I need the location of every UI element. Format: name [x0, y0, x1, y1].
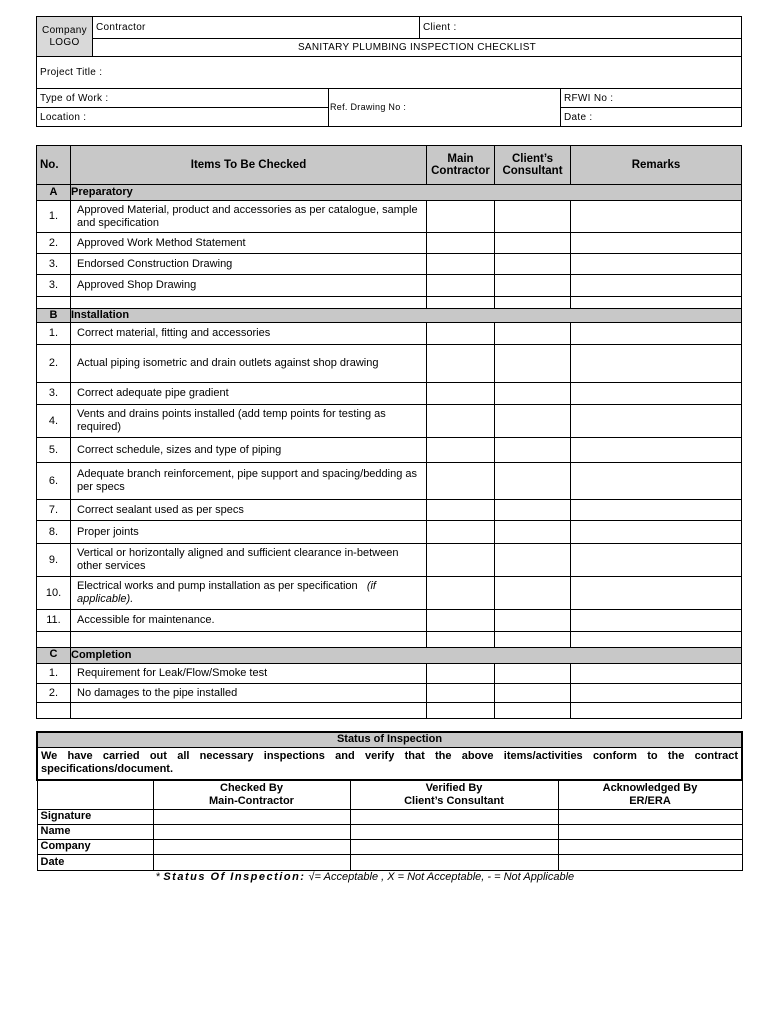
remarks-cell[interactable]	[571, 438, 742, 463]
rfwi-field[interactable]	[561, 89, 742, 108]
consultant-cell[interactable]	[495, 201, 571, 233]
status-of-inspection-table	[36, 731, 743, 871]
company-logo	[37, 17, 93, 57]
main-contractor-cell[interactable]	[427, 544, 495, 577]
item-number: 7.	[37, 500, 71, 521]
table-row	[37, 405, 742, 438]
item-text: Electrical works and pump installation as per specification	[77, 580, 358, 592]
consultant-cell[interactable]	[495, 345, 571, 383]
checklist-table	[36, 145, 742, 719]
item-number: 5.	[37, 438, 71, 463]
company-cell[interactable]	[153, 839, 350, 854]
col-consultant-header	[495, 146, 571, 185]
col-no-header: No.	[37, 146, 71, 185]
status-statement: We have carried out all necessary inspections and verify that the above items/activities conform to the contract specifications/document.	[37, 747, 742, 780]
name-cell[interactable]	[350, 824, 558, 839]
date-label: Date :	[564, 111, 593, 123]
table-row	[37, 323, 742, 345]
row-label: Name	[37, 824, 153, 839]
table-row	[37, 544, 742, 577]
contractor-label: Contractor	[96, 22, 146, 33]
item-number: 2.	[37, 684, 71, 703]
main-contractor-cell[interactable]	[427, 463, 495, 500]
item-text: Proper joints	[71, 521, 427, 544]
ref-drawing-field[interactable]	[329, 89, 561, 127]
table-row	[37, 500, 742, 521]
section-name: Installation	[71, 309, 742, 323]
section-header-c	[37, 648, 742, 664]
table-row	[37, 577, 742, 610]
item-number: 1.	[37, 201, 71, 233]
table-row	[37, 664, 742, 684]
item-text: Approved Work Method Statement	[71, 233, 427, 254]
legend-prefix: *	[156, 871, 164, 883]
item-text: Adequate branch reinforcement, pipe support and spacing/bedding as per specs	[71, 463, 427, 500]
consultant-cell[interactable]	[495, 323, 571, 345]
main-contractor-cell[interactable]	[427, 254, 495, 275]
item-text: Correct sealant used as per specs	[71, 500, 427, 521]
col-main-line-2: Contractor	[431, 165, 490, 177]
main-contractor-cell[interactable]	[427, 323, 495, 345]
remarks-cell[interactable]	[571, 610, 742, 632]
status-statement-row	[37, 747, 742, 780]
table-row	[37, 684, 742, 703]
main-contractor-cell[interactable]	[427, 610, 495, 632]
item-number: 3.	[37, 275, 71, 297]
table-row	[37, 383, 742, 405]
main-contractor-cell[interactable]	[427, 201, 495, 233]
consultant-cell[interactable]	[495, 684, 571, 703]
consultant-cell[interactable]	[495, 577, 571, 610]
type-of-work-label: Type of Work :	[40, 92, 109, 104]
client-field[interactable]	[420, 17, 742, 39]
item-number: 1.	[37, 323, 71, 345]
item-text: Approved Shop Drawing	[71, 275, 427, 297]
spacer-row	[37, 632, 742, 648]
item-text-with-note	[71, 577, 427, 610]
section-letter: B	[37, 309, 71, 323]
company-row	[37, 839, 742, 854]
consultant-cell[interactable]	[495, 463, 571, 500]
rfwi-label: RFWI No :	[564, 92, 614, 104]
legend-text: √= Acceptable , X = Not Acceptable, - = Not Applicable	[305, 871, 575, 883]
table-row	[37, 275, 742, 297]
spacer-row	[37, 703, 742, 719]
remarks-cell[interactable]	[571, 577, 742, 610]
section-name: Completion	[71, 648, 742, 664]
signature-cell[interactable]	[558, 809, 742, 824]
consultant-cell[interactable]	[495, 544, 571, 577]
item-number: 2.	[37, 233, 71, 254]
row-label: Company	[37, 839, 153, 854]
name-cell[interactable]	[558, 824, 742, 839]
main-contractor-cell[interactable]	[427, 438, 495, 463]
location-field[interactable]	[37, 108, 329, 127]
item-number: 4.	[37, 405, 71, 438]
item-text: Accessible for maintenance.	[71, 610, 427, 632]
project-title-label: Project Title :	[40, 67, 103, 78]
section-header-b	[37, 309, 742, 323]
name-cell[interactable]	[153, 824, 350, 839]
consultant-cell[interactable]	[495, 254, 571, 275]
company-cell[interactable]	[558, 839, 742, 854]
main-contractor-cell[interactable]	[427, 684, 495, 703]
col-main-line-1: Main	[447, 153, 474, 165]
section-name: Preparatory	[71, 185, 742, 201]
remarks-cell[interactable]	[571, 383, 742, 405]
location-label: Location :	[40, 111, 87, 123]
spacer-row	[37, 297, 742, 309]
item-number: 10.	[37, 577, 71, 610]
checklist-header-row	[37, 146, 742, 185]
item-text: Correct schedule, sizes and type of piping	[71, 438, 427, 463]
remarks-cell[interactable]	[571, 405, 742, 438]
signature-cell[interactable]	[153, 809, 350, 824]
item-number: 2.	[37, 345, 71, 383]
signature-row	[37, 809, 742, 824]
logo-line-2: LOGO	[49, 36, 80, 48]
item-number: 9.	[37, 544, 71, 577]
col-consultant-line-1: Client’s	[511, 153, 554, 165]
remarks-cell[interactable]	[571, 463, 742, 500]
col-items-header: Items To Be Checked	[71, 146, 427, 185]
acknowledged-by-line-1: Acknowledged By	[602, 781, 698, 794]
col-remarks-header: Remarks	[571, 146, 742, 185]
col-consultant-line-2: Consultant	[502, 165, 563, 177]
remarks-cell[interactable]	[571, 684, 742, 703]
table-row	[37, 233, 742, 254]
item-number: 8.	[37, 521, 71, 544]
legend-label: Status Of Inspection:	[163, 871, 306, 883]
item-text: Vents and drains points installed (add temp points for testing as required)	[71, 405, 427, 438]
consultant-cell[interactable]	[495, 500, 571, 521]
item-text: Endorsed Construction Drawing	[71, 254, 427, 275]
consultant-cell[interactable]	[495, 275, 571, 297]
row-label: Date	[37, 854, 153, 870]
table-row	[37, 463, 742, 500]
ref-drawing-label: Ref. Drawing No :	[330, 102, 407, 112]
form-header	[36, 16, 742, 127]
remarks-cell[interactable]	[571, 254, 742, 275]
consultant-cell[interactable]	[495, 610, 571, 632]
item-number: 11.	[37, 610, 71, 632]
date-cell[interactable]	[350, 854, 558, 870]
main-contractor-cell[interactable]	[427, 521, 495, 544]
table-row	[37, 201, 742, 233]
form-title: SANITARY PLUMBING INSPECTION CHECKLIST	[93, 39, 742, 57]
table-row	[37, 610, 742, 632]
checked-by-line-1: Checked By	[220, 781, 283, 794]
company-cell[interactable]	[350, 839, 558, 854]
remarks-cell[interactable]	[571, 233, 742, 254]
consultant-cell[interactable]	[495, 438, 571, 463]
item-text: No damages to the pipe installed	[71, 684, 427, 703]
status-title-row	[37, 732, 742, 747]
main-contractor-cell[interactable]	[427, 577, 495, 610]
verified-by-header	[350, 780, 558, 809]
main-contractor-cell[interactable]	[427, 345, 495, 383]
col-main-contractor-header	[427, 146, 495, 185]
acknowledged-by-line-2: ER/ERA	[629, 794, 671, 807]
remarks-cell[interactable]	[571, 275, 742, 297]
main-contractor-cell[interactable]	[427, 275, 495, 297]
table-row	[37, 521, 742, 544]
remarks-cell[interactable]	[571, 323, 742, 345]
logo-line-1: Company	[42, 24, 87, 36]
consultant-cell[interactable]	[495, 383, 571, 405]
signature-cell[interactable]	[350, 809, 558, 824]
signatory-header-row	[37, 780, 742, 809]
remarks-cell[interactable]	[571, 544, 742, 577]
item-note: (if applicable).	[77, 580, 376, 605]
client-label: Client :	[423, 22, 457, 33]
checked-by-line-2: Main-Contractor	[209, 794, 294, 807]
item-text: Approved Material, product and accessories as per catalogue, sample and specification	[71, 201, 427, 233]
item-number: 3.	[37, 254, 71, 275]
item-text: Actual piping isometric and drain outlets against shop drawing	[71, 345, 427, 383]
item-text: Correct adequate pipe gradient	[71, 383, 427, 405]
consultant-cell[interactable]	[495, 664, 571, 684]
date-field[interactable]	[561, 108, 742, 127]
date-cell[interactable]	[153, 854, 350, 870]
date-cell[interactable]	[558, 854, 742, 870]
main-contractor-cell[interactable]	[427, 500, 495, 521]
date-row	[37, 854, 742, 870]
remarks-cell[interactable]	[571, 500, 742, 521]
item-text: Vertical or horizontally aligned and sufficient clearance in-between other services	[71, 544, 427, 577]
remarks-cell[interactable]	[571, 521, 742, 544]
verified-by-line-2: Client’s Consultant	[404, 794, 504, 807]
acknowledged-by-header	[558, 780, 742, 809]
remarks-cell[interactable]	[571, 664, 742, 684]
remarks-cell[interactable]	[571, 201, 742, 233]
table-row	[37, 254, 742, 275]
consultant-cell[interactable]	[495, 521, 571, 544]
table-row	[37, 345, 742, 383]
section-letter: C	[37, 648, 71, 664]
item-text: Requirement for Leak/Flow/Smoke test	[71, 664, 427, 684]
main-contractor-cell[interactable]	[427, 383, 495, 405]
consultant-cell[interactable]	[495, 233, 571, 254]
item-number: 6.	[37, 463, 71, 500]
section-letter: A	[37, 185, 71, 201]
item-number: 1.	[37, 664, 71, 684]
main-contractor-cell[interactable]	[427, 405, 495, 438]
status-title: Status of Inspection	[37, 732, 742, 747]
item-number: 3.	[37, 383, 71, 405]
project-title-field[interactable]	[37, 57, 742, 89]
checked-by-header	[153, 780, 350, 809]
type-of-work-field[interactable]	[37, 89, 329, 108]
name-row	[37, 824, 742, 839]
main-contractor-cell[interactable]	[427, 233, 495, 254]
contractor-field[interactable]	[93, 17, 420, 39]
section-header-a	[37, 185, 742, 201]
consultant-cell[interactable]	[495, 405, 571, 438]
verified-by-line-1: Verified By	[425, 781, 483, 794]
row-label: Signature	[37, 809, 153, 824]
item-text: Correct material, fitting and accessories	[71, 323, 427, 345]
remarks-cell[interactable]	[571, 345, 742, 383]
table-row	[37, 438, 742, 463]
status-legend	[156, 871, 574, 883]
main-contractor-cell[interactable]	[427, 664, 495, 684]
